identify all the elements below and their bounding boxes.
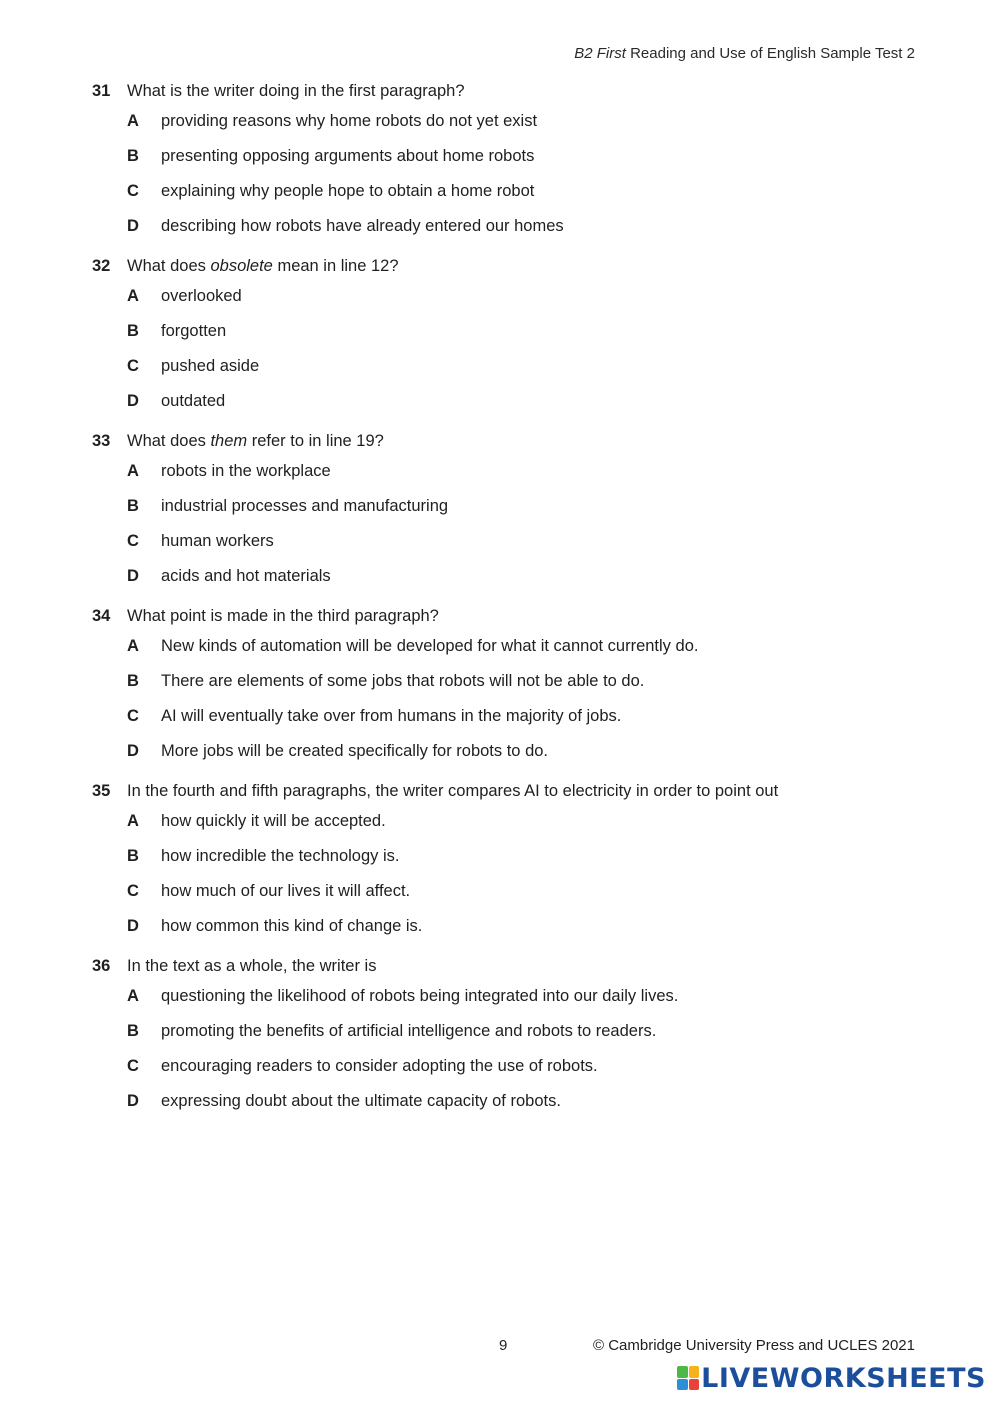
question-number: 34 <box>92 607 111 625</box>
option-letter: D <box>127 917 139 935</box>
question-prompt <box>92 78 922 104</box>
question-36 <box>92 953 922 1119</box>
question-text-part: What does <box>127 432 211 450</box>
question-text <box>127 778 778 804</box>
option-text: expressing doubt about the ultimate capacity of robots. <box>161 1092 561 1110</box>
option-letter: B <box>127 497 139 515</box>
liveworksheets-logo-icon <box>677 1366 699 1390</box>
answer-options <box>92 104 922 244</box>
option-text: outdated <box>161 392 226 410</box>
question-number: 36 <box>92 957 111 975</box>
option-text: encouraging readers to consider adopting the use of robots. <box>161 1057 598 1075</box>
answer-option-d[interactable] <box>92 909 922 944</box>
answer-option-c[interactable] <box>92 874 922 909</box>
answer-option-b[interactable] <box>92 314 922 349</box>
option-text: how incredible the technology is. <box>161 847 400 865</box>
option-letter: B <box>127 147 139 165</box>
question-35 <box>92 778 922 944</box>
option-letter: D <box>127 742 139 760</box>
question-text-part: In the text as a whole, the writer is <box>127 957 377 975</box>
option-letter: A <box>127 987 139 1005</box>
option-text: New kinds of automation will be developed for what it cannot currently do. <box>161 637 699 655</box>
answer-option-a[interactable] <box>92 804 922 839</box>
option-text: forgotten <box>161 322 227 340</box>
question-text-part: What does <box>127 257 211 275</box>
option-letter: A <box>127 112 139 130</box>
option-text: More jobs will be created specifically for robots to do. <box>161 742 549 760</box>
question-text-part: refer to in line 19? <box>247 432 384 450</box>
option-letter: C <box>127 182 139 200</box>
answer-option-c[interactable] <box>92 699 922 734</box>
option-text: acids and hot materials <box>161 567 331 585</box>
answer-option-d[interactable] <box>92 384 922 419</box>
option-text: describing how robots have already entered our homes <box>161 217 564 235</box>
answer-options <box>92 279 922 419</box>
answer-option-a[interactable] <box>92 104 922 139</box>
question-33 <box>92 428 922 594</box>
question-text <box>127 253 399 279</box>
option-text: how quickly it will be accepted. <box>161 812 386 830</box>
option-letter: A <box>127 637 139 655</box>
question-prompt <box>92 953 922 979</box>
option-text: providing reasons why home robots do not yet exist <box>161 112 538 130</box>
option-letter: C <box>127 532 139 550</box>
option-text: overlooked <box>161 287 242 305</box>
answer-option-b[interactable] <box>92 839 922 874</box>
answer-option-a[interactable] <box>92 279 922 314</box>
option-text: questioning the likelihood of robots being integrated into our daily lives. <box>161 987 679 1005</box>
option-letter: D <box>127 217 139 235</box>
page-number: 9 <box>499 1337 508 1354</box>
question-34 <box>92 603 922 769</box>
option-letter: B <box>127 672 139 690</box>
question-text-part: In the fourth and fifth paragraphs, the writer compares AI to electricity in order to point out <box>127 782 779 800</box>
answer-options <box>92 454 922 594</box>
option-letter: A <box>127 287 139 305</box>
option-text: promoting the benefits of artificial intelligence and robots to readers. <box>161 1022 657 1040</box>
option-text: pushed aside <box>161 357 260 375</box>
question-list <box>92 78 922 1128</box>
answer-option-b[interactable] <box>92 489 922 524</box>
option-text: how much of our lives it will affect. <box>161 882 411 900</box>
answer-option-d[interactable] <box>92 1084 922 1119</box>
option-text: robots in the workplace <box>161 462 331 480</box>
answer-option-b[interactable] <box>92 664 922 699</box>
liveworksheets-brand[interactable] <box>677 1361 986 1395</box>
question-text-part: What point is made in the third paragraph? <box>127 607 439 625</box>
question-keyword: them <box>210 432 248 450</box>
question-number: 35 <box>92 782 111 800</box>
header-test-name: Reading and Use of English Sample Test 2 <box>625 45 915 62</box>
answer-option-b[interactable] <box>92 139 922 174</box>
option-letter: C <box>127 1057 139 1075</box>
header-exam-name: B2 First <box>574 45 626 62</box>
question-text <box>127 428 384 454</box>
brand-wordmark: LIVEWORKSHEETS <box>701 1362 986 1394</box>
option-letter: A <box>127 462 139 480</box>
question-text <box>127 603 439 629</box>
option-letter: B <box>127 847 139 865</box>
answer-options <box>92 804 922 944</box>
question-text <box>127 953 376 979</box>
answer-option-a[interactable] <box>92 454 922 489</box>
copyright-notice: © Cambridge University Press and UCLES 2021 <box>592 1337 915 1354</box>
answer-option-a[interactable] <box>92 629 922 664</box>
question-text <box>127 78 465 104</box>
answer-option-d[interactable] <box>92 209 922 244</box>
option-letter: C <box>127 707 139 725</box>
option-text: AI will eventually take over from humans in the majority of jobs. <box>161 707 622 725</box>
question-prompt <box>92 778 922 804</box>
answer-option-d[interactable] <box>92 559 922 594</box>
option-text: industrial processes and manufacturing <box>161 497 449 515</box>
option-text: how common this kind of change is. <box>161 917 423 935</box>
question-32 <box>92 253 922 419</box>
question-text-part: What is the writer doing in the first paragraph? <box>127 82 465 100</box>
option-letter: D <box>127 567 139 585</box>
question-prompt <box>92 603 922 629</box>
option-letter: D <box>127 392 139 410</box>
option-letter: A <box>127 812 139 830</box>
question-keyword: obsolete <box>210 257 273 275</box>
answer-options <box>92 979 922 1119</box>
question-prompt <box>92 428 922 454</box>
question-prompt <box>92 253 922 279</box>
answer-option-d[interactable] <box>92 734 922 769</box>
answer-option-a[interactable] <box>92 979 922 1014</box>
option-text: human workers <box>161 532 274 550</box>
option-letter: B <box>127 1022 139 1040</box>
option-letter: C <box>127 357 139 375</box>
answer-option-c[interactable] <box>92 524 922 559</box>
question-number: 31 <box>92 82 111 100</box>
answer-option-c[interactable] <box>92 174 922 209</box>
option-letter: D <box>127 1092 139 1110</box>
option-text: There are elements of some jobs that robots will not be able to do. <box>161 672 645 690</box>
option-letter: C <box>127 882 139 900</box>
option-text: explaining why people hope to obtain a home robot <box>161 182 535 200</box>
answer-options <box>92 629 922 769</box>
question-31 <box>92 78 922 244</box>
question-number: 33 <box>92 432 111 450</box>
running-header <box>574 45 915 62</box>
option-letter: B <box>127 322 139 340</box>
answer-option-c[interactable] <box>92 1049 922 1084</box>
option-text: presenting opposing arguments about home robots <box>161 147 535 165</box>
question-text-part: mean in line 12? <box>272 257 399 275</box>
answer-option-b[interactable] <box>92 1014 922 1049</box>
answer-option-c[interactable] <box>92 349 922 384</box>
question-number: 32 <box>92 257 111 275</box>
